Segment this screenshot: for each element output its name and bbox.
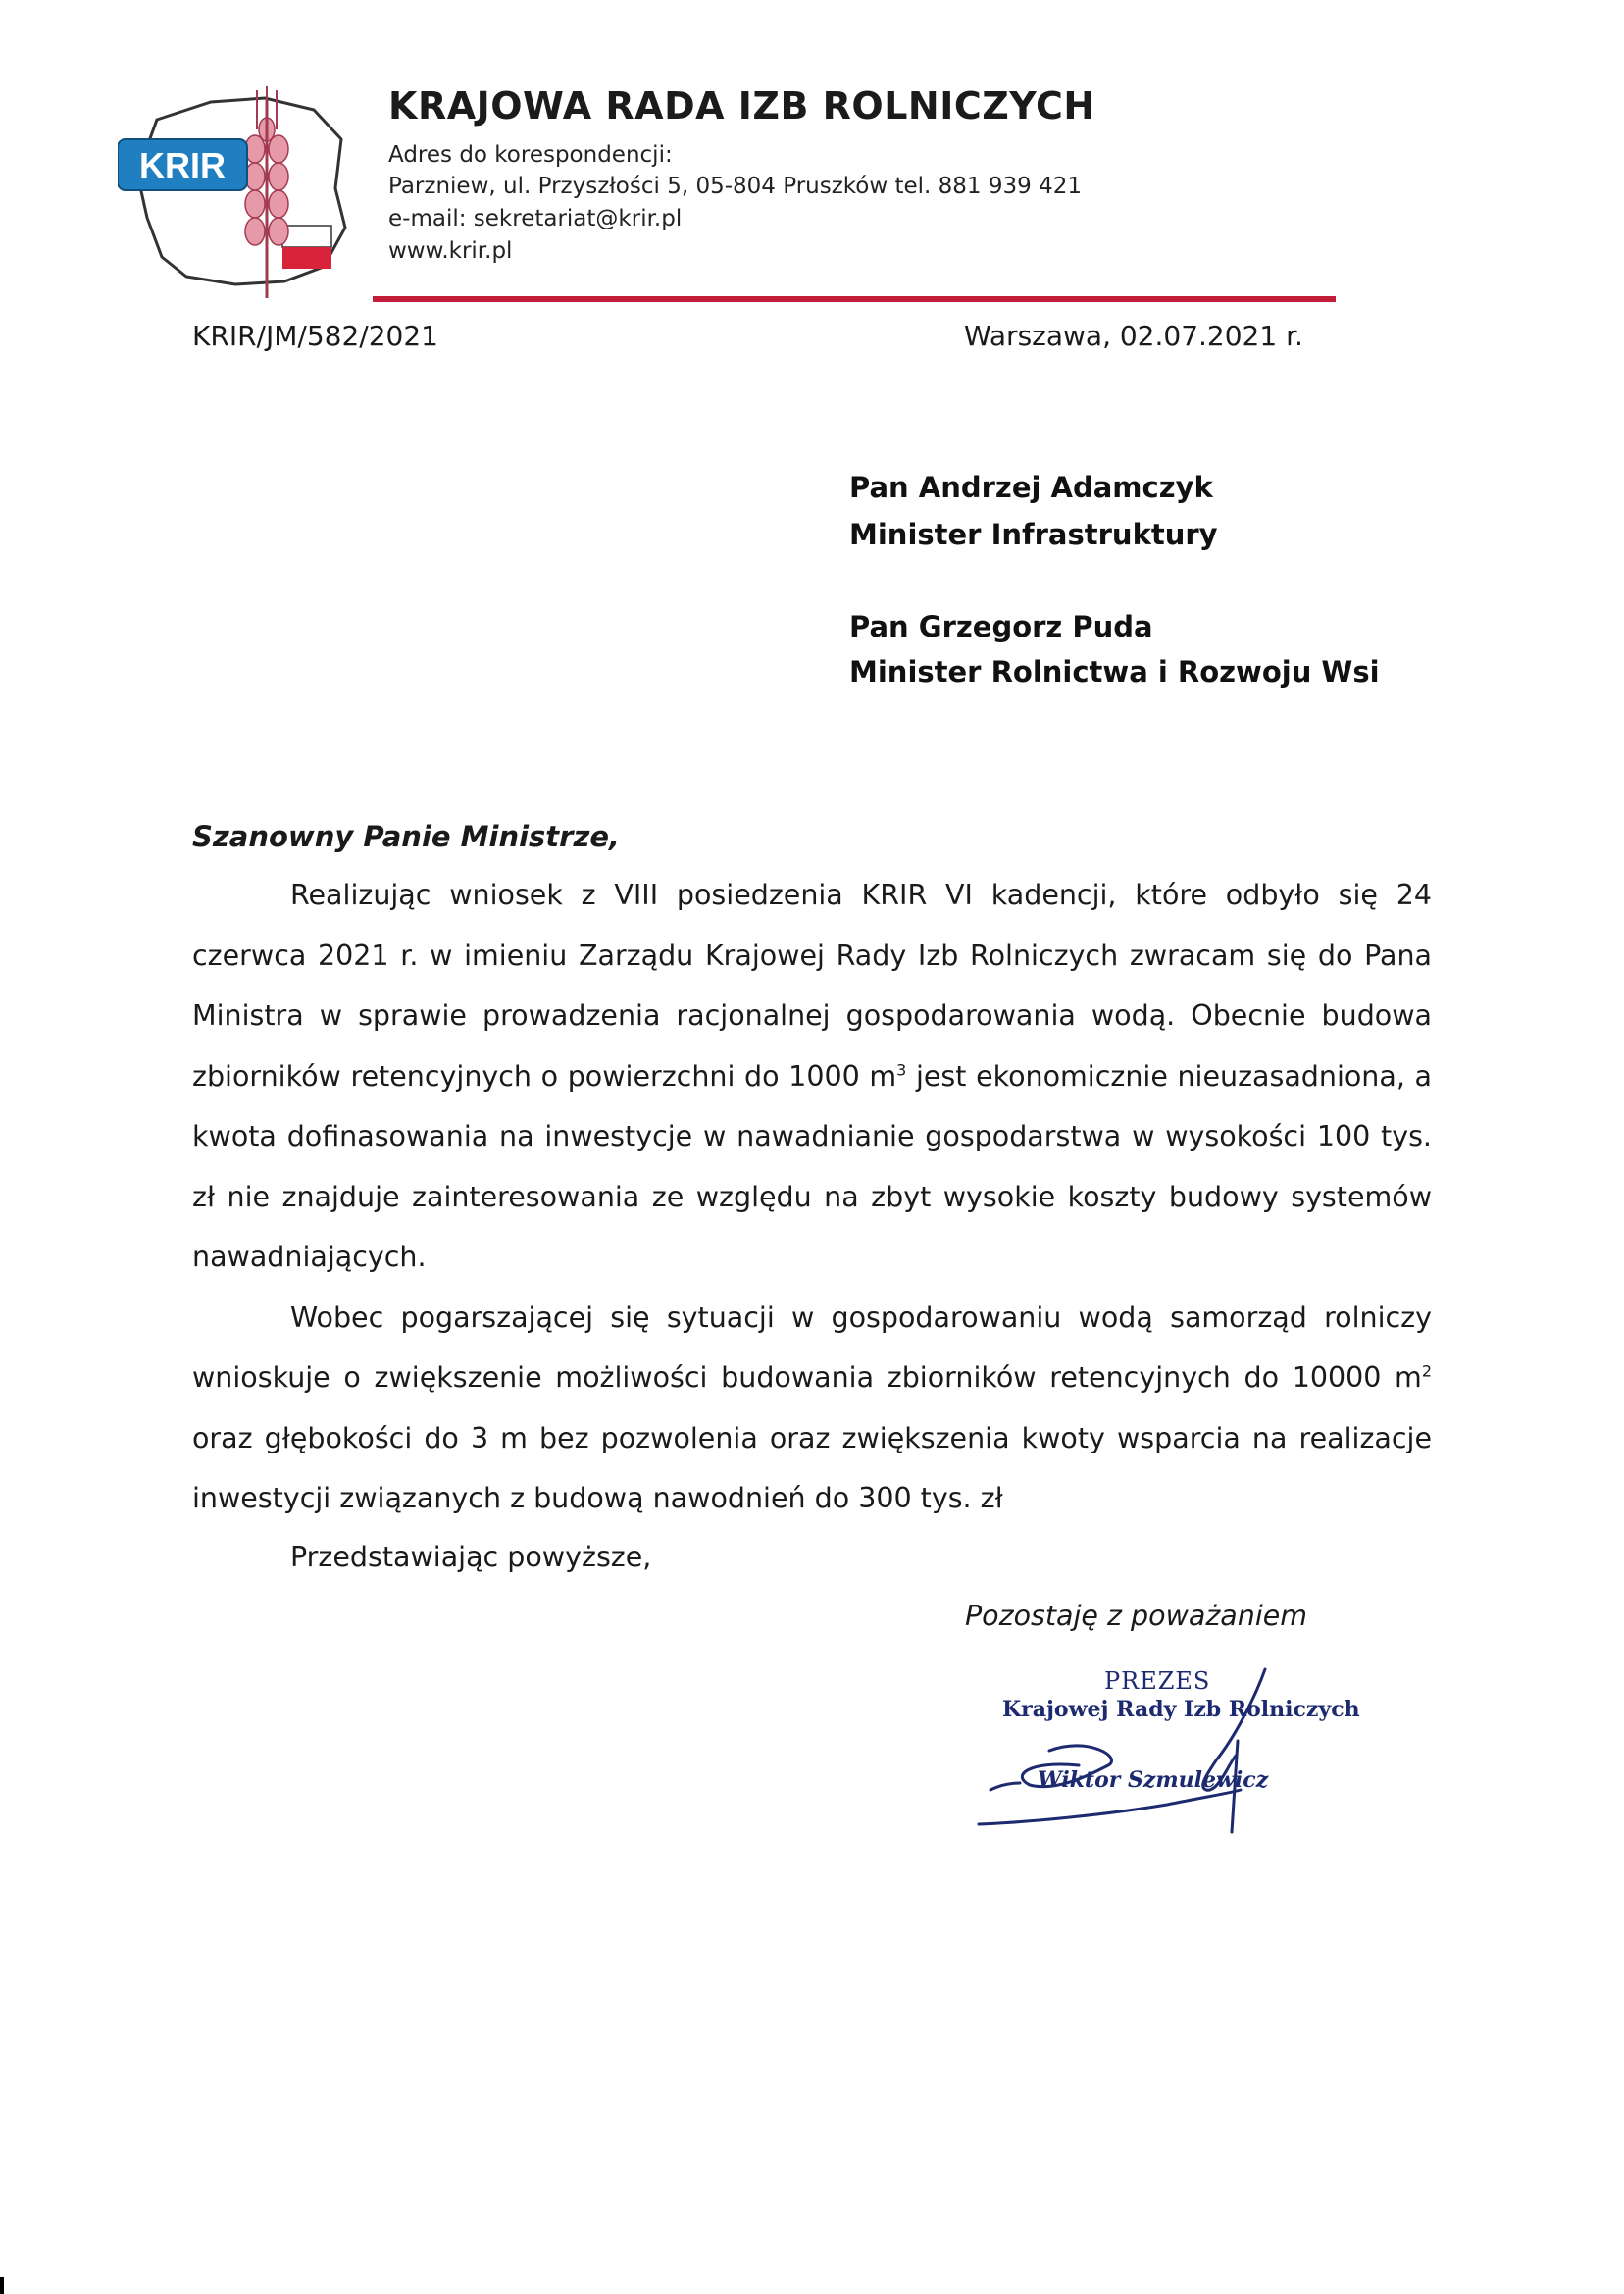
closing-phrase: Przedstawiając powyższe, [290,1541,652,1573]
regards-line: Pozostaję z poważaniem [965,1600,1308,1632]
stamp-organization: Krajowej Rady Izb Rolniczych [1002,1697,1360,1722]
handwritten-signature [971,1667,1344,1834]
website-line: www.krir.pl [388,238,513,264]
scan-edge-mark [0,2277,4,2294]
reference-number: KRIR/JM/582/2021 [192,320,438,352]
recipient-2-name: Pan Grzegorz Puda [849,610,1153,643]
recipient-1-title: Minister Infrastruktury [849,518,1218,551]
body-paragraph-1: Realizując wniosek z VIII posiedzenia KRIR VI kadencji, które odbyło się 24 czerwca 2021 r. w imieniu Zarządu Krajowej Rady Izb Rolniczych zwracam się do Pana Ministra w sprawie prowadzenia racjonalnej gospodarowania wodą. Obecnie budowa zbiorników retencyjnych o powierzchni do 1000 $m^3$ jest ekonomicznie nieuzasadniona, a kwota dofinasowania na inwestycje w nawadnianie gospodarstwa w wysokości 100 tys. zł nie znajduje zainteresowania ze względu na zbyt wysokie koszty budowy systemów nawadniających. [192,879,1432,1273]
recipient-2-title: Minister Rolnictwa i Rozwoju Wsi [849,655,1380,688]
organization-name: KRAJOWA RADA IZB ROLNICZYCH [388,84,1095,127]
stamp-name: Wiktor Szmulewicz [1038,1767,1269,1793]
letter-body [192,865,1432,1529]
stamp-title: PREZES [1104,1667,1211,1695]
logo-text: KRIR [139,145,226,185]
body-paragraph-2: Wobec pogarszającej się sytuacji w gospodarowaniu wodą samorząd rolniczy wnioskuje o zwiększenie możliwości budowania zbiorników retencyjnych do 10000 $m^2$ oraz głębokości do 3 m bez pozwolenia oraz zwiększenia kwoty wsparcia na realizacje inwestycji związanych z budową nawodnień do 300 tys. zł [192,1300,1432,1514]
address-line: Parzniew, ul. Przyszłości 5, 05-804 Pruszków tel. 881 939 421 [388,174,1082,199]
header-divider [373,296,1336,302]
recipient-1-name: Pan Andrzej Adamczyk [849,471,1213,504]
email-line: e-mail: sekretariat@krir.pl [388,206,683,231]
letter-date: Warszawa, 02.07.2021 r. [964,320,1303,352]
address-label: Adres do korespondencji: [388,142,673,168]
krir-logo [118,80,353,301]
salutation: Szanowny Panie Ministrze, [192,820,621,853]
